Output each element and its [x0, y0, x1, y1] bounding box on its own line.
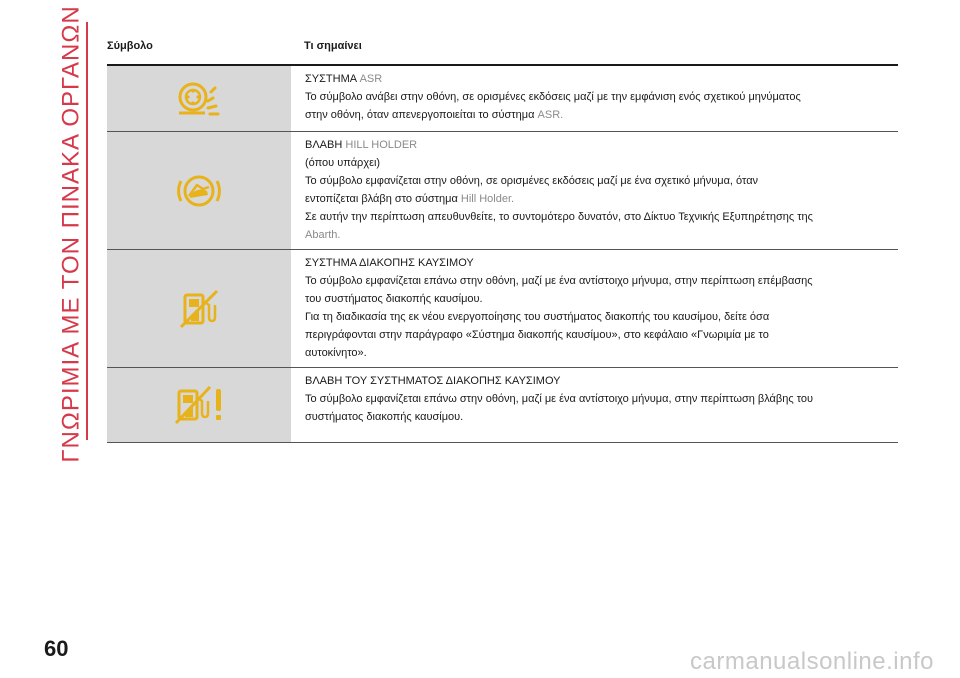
row-title-text: ΒΛΑΒΗ: [305, 139, 343, 151]
header-meaning: Τι σημαίνει: [304, 40, 362, 52]
row-line: του συστήματος διακοπής καυσίμου.: [305, 293, 483, 305]
symbol-cell: [107, 250, 291, 367]
row-line: Το σύμβολο εμφανίζεται στην οθόνη, σε ορισμένες εκδόσεις μαζί με ένα σχετικό μήνυμα, όταν: [305, 175, 759, 187]
row-line-text: εντοπίζεται βλάβη στο σύστημα: [305, 193, 458, 205]
page-number: 60: [44, 636, 69, 661]
row-line-light: Hill Holder.: [460, 193, 515, 205]
table-row: [107, 250, 898, 368]
row-subtitle: (όπου υπάρχει): [305, 157, 381, 169]
row-line-light: ASR.: [537, 109, 564, 121]
symbol-cell: [107, 368, 291, 442]
row-line-text: στην οθόνη, όταν απενεργοποιείται το σύστημα: [305, 109, 535, 121]
symbol-cell: [107, 132, 291, 249]
row-title-text: ΣΥΣΤΗΜΑ: [305, 73, 357, 85]
symbol-cell: [107, 66, 291, 131]
row-title-light: HILL HOLDER: [345, 139, 418, 151]
row-line: [305, 106, 898, 124]
row-title: ΣΥΣΤΗΜΑ ΔΙΑΚΟΠΗΣ ΚΑΥΣΙΜΟΥ: [305, 257, 474, 269]
row-title: [305, 136, 898, 154]
hill-holder-icon: [171, 163, 227, 219]
watermark-text: carmanualsonline.info: [690, 648, 934, 675]
warning-lights-table: [107, 40, 898, 443]
meaning-cell: [291, 368, 898, 442]
row-line: συστήματος διακοπής καυσίμου.: [305, 411, 464, 423]
meaning-cell: [291, 66, 898, 131]
table-row: [107, 368, 898, 443]
row-line: Το σύμβολο εμφανίζεται επάνω στην οθόνη, μαζί με ένα αντίστοιχο μήνυμα, στην περίπτωση επέμβασης: [305, 275, 813, 287]
meaning-cell: [291, 250, 898, 367]
row-line: Το σύμβολο εμφανίζεται επάνω στην οθόνη, μαζί με ένα αντίστοιχο μήνυμα, στην περίπτωση βλάβης του: [305, 393, 814, 405]
table-header: [107, 40, 898, 66]
row-line: Για τη διαδικασία της εκ νέου ενεργοποίησης του συστήματος διακοπής του καυσίμου, δείτε όσα: [305, 311, 770, 323]
chapter-divider-line: [86, 22, 88, 440]
chapter-side-title-text: ΓΝΩΡΙΜΙΑ ΜΕ ΤΟΝ ΠΙΝΑΚΑ ΟΡΓΑΝΩΝ: [58, 5, 85, 463]
row-line: Το σύμβολο ανάβει στην οθόνη, σε ορισμένες εκδόσεις μαζί με την εμφάνιση ενός σχετικού μηνύματος: [305, 91, 801, 103]
row-title: ΒΛΑΒΗ ΤΟΥ ΣΥΣΤΗΜΑΤΟΣ ΔΙΑΚΟΠΗΣ ΚΑΥΣΙΜΟΥ: [305, 375, 561, 387]
row-line: Σε αυτήν την περίπτωση απευθυνθείτε, το συντομότερο δυνατόν, στο Δίκτυο Τεχνικής Εξυπηρέτησης της: [305, 211, 813, 223]
meaning-cell: [291, 132, 898, 249]
asr-traction-icon: [171, 71, 227, 127]
row-line-light: Abarth.: [305, 229, 341, 241]
table-row: [107, 66, 898, 132]
row-line: αυτοκίνητο».: [305, 347, 367, 359]
row-line: περιγράφονται στην παράγραφο «Σύστημα διακοπής καυσίμου», στο κεφάλαιο «Γνωριμία με το: [305, 329, 769, 341]
row-title-light: ASR: [359, 73, 383, 85]
table-row: [107, 132, 898, 250]
fuel-cutoff-failure-icon: [167, 377, 231, 433]
header-symbol: Σύμβολο: [107, 40, 153, 52]
row-line: [305, 190, 898, 208]
fuel-cutoff-icon: [171, 281, 227, 337]
row-title: [305, 70, 898, 88]
